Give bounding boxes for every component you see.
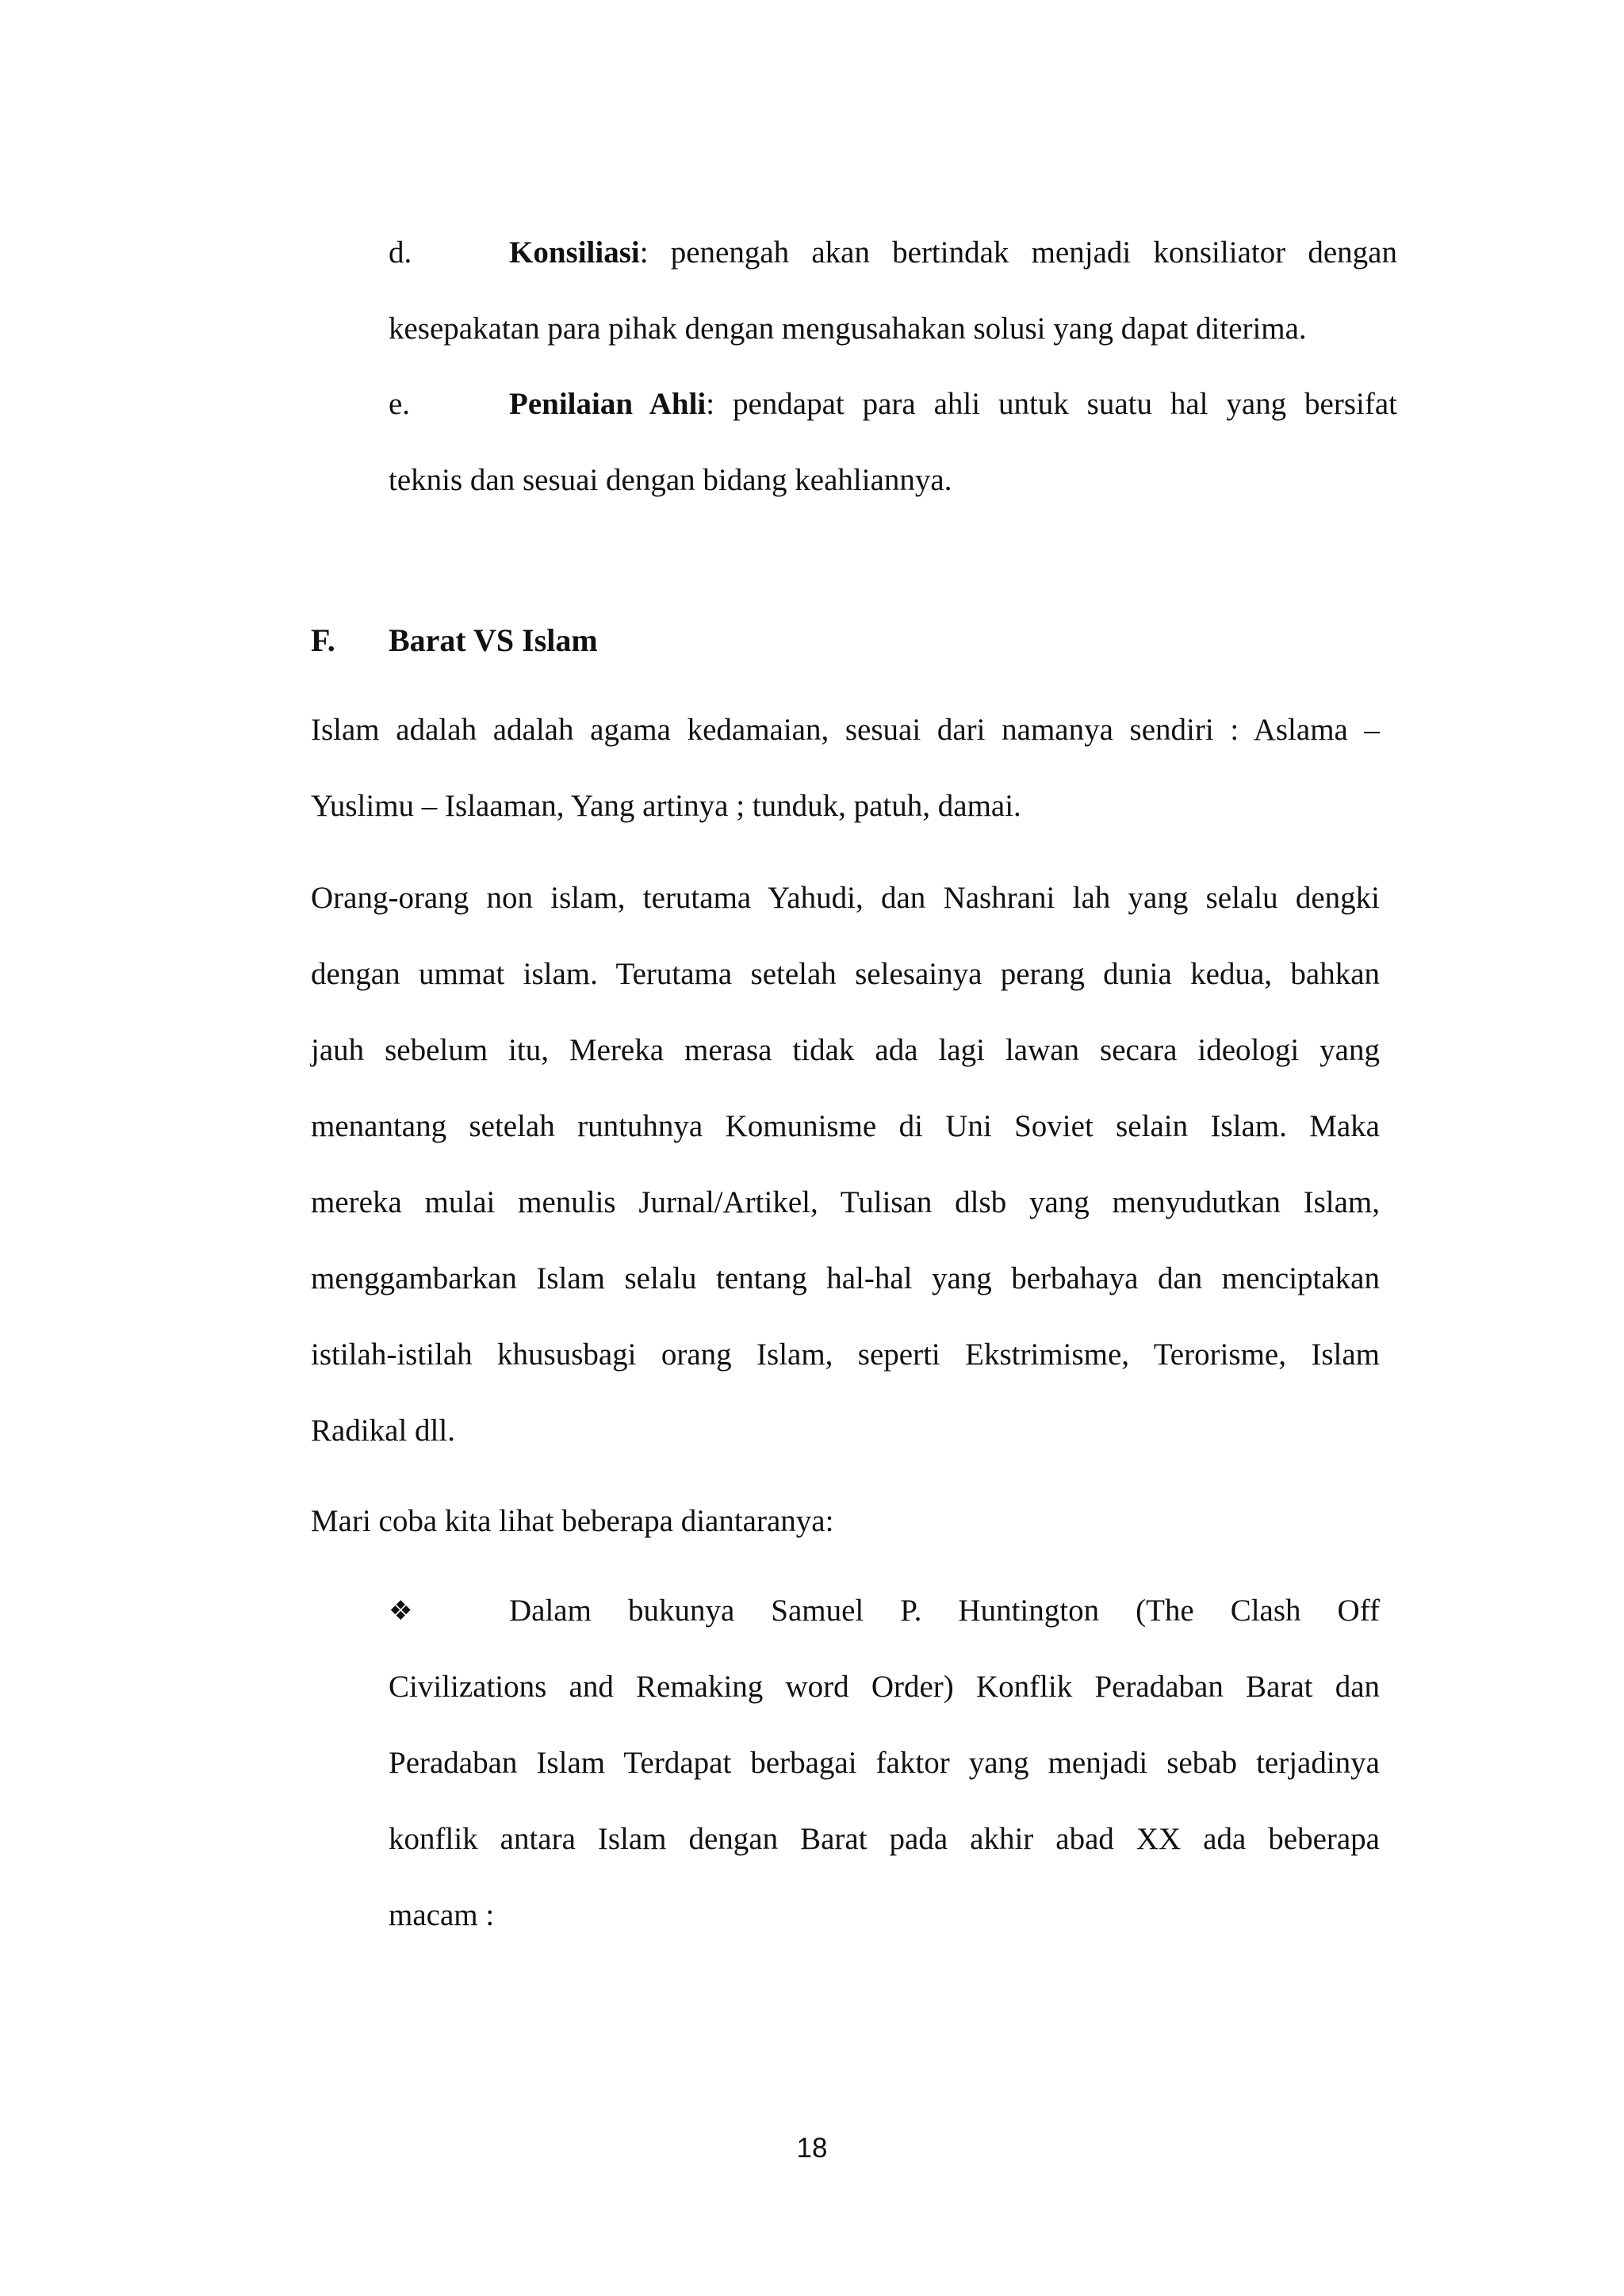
paragraph-2-line-5: mereka mulai menulis Jurnal/Artikel, Tulisan dlsb yang menyudutkan Islam, [311,1185,1380,1219]
section-number: F. [311,622,335,658]
paragraph-3: Mari coba kita lihat beberapa diantaranya: [311,1504,834,1538]
paragraph-1-line-2: Yuslimu – Islaaman, Yang artinya ; tunduk, patuh, damai. [311,789,1021,823]
paragraph-2-line-7: istilah-istilah khususbagi orang Islam, seperti Ekstrimisme, Terorisme, Islam [311,1337,1380,1372]
list-marker-d: d. [389,235,412,270]
list-item-e-line-2: teknis dan sesuai dengan bidang keahliannya. [389,463,952,497]
paragraph-2-line-4: menantang setelah runtuhnya Komunisme di Uni Soviet selain Islam. Maka [311,1109,1380,1143]
bullet-line-5: macam : [389,1898,495,1932]
bullet-line-2: Civilizations and Remaking word Order) Konflik Peradaban Barat dan [389,1670,1380,1704]
section-title: Barat VS Islam [389,622,598,658]
paragraph-2-line-8: Radikal dll. [311,1414,455,1448]
paragraph-1-line-1: Islam adalah adalah agama kedamaian, sesuai dari namanya sendiri : Aslama – [311,713,1380,747]
list-item-d-text: : penengah akan bertindak menjadi konsiliator dengan [639,235,1397,270]
diamond-bullet-icon: ❖ [389,1595,413,1627]
bullet-line-1: Dalam bukunya Samuel P. Huntington (The Clash Off [509,1594,1380,1628]
bullet-line-3: Peradaban Islam Terdapat berbagai faktor yang menjadi sebab terjadinya [389,1746,1380,1780]
paragraph-2-line-3: jauh sebelum itu, Mereka merasa tidak ada lagi lawan secara ideologi yang [311,1033,1380,1067]
list-item-e-text: : pendapat para ahli untuk suatu hal yang bersifat [706,387,1397,421]
list-item-e-line-1 [509,385,1397,423]
paragraph-2-line-2: dengan ummat islam. Terutama setelah selesainya perang dunia kedua, bahkan [311,957,1380,991]
page-number: 18 [796,2133,828,2164]
term-konsiliasi: Konsiliasi [509,235,640,270]
bullet-line-4: konflik antara Islam dengan Barat pada akhir abad XX ada beberapa [389,1822,1380,1856]
paragraph-2-line-6: menggambarkan Islam selalu tentang hal-hal yang berbahaya dan menciptakan [311,1261,1380,1295]
term-penilaian-ahli: Penilaian Ahli [509,387,707,421]
paragraph-2-line-1: Orang-orang non islam, terutama Yahudi, dan Nashrani lah yang selalu dengki [311,881,1380,915]
list-item-d-line-1 [509,234,1397,272]
list-item-d-line-2: kesepakatan para pihak dengan mengusahakan solusi yang dapat diterima. [389,312,1307,346]
list-marker-e: e. [389,387,411,421]
